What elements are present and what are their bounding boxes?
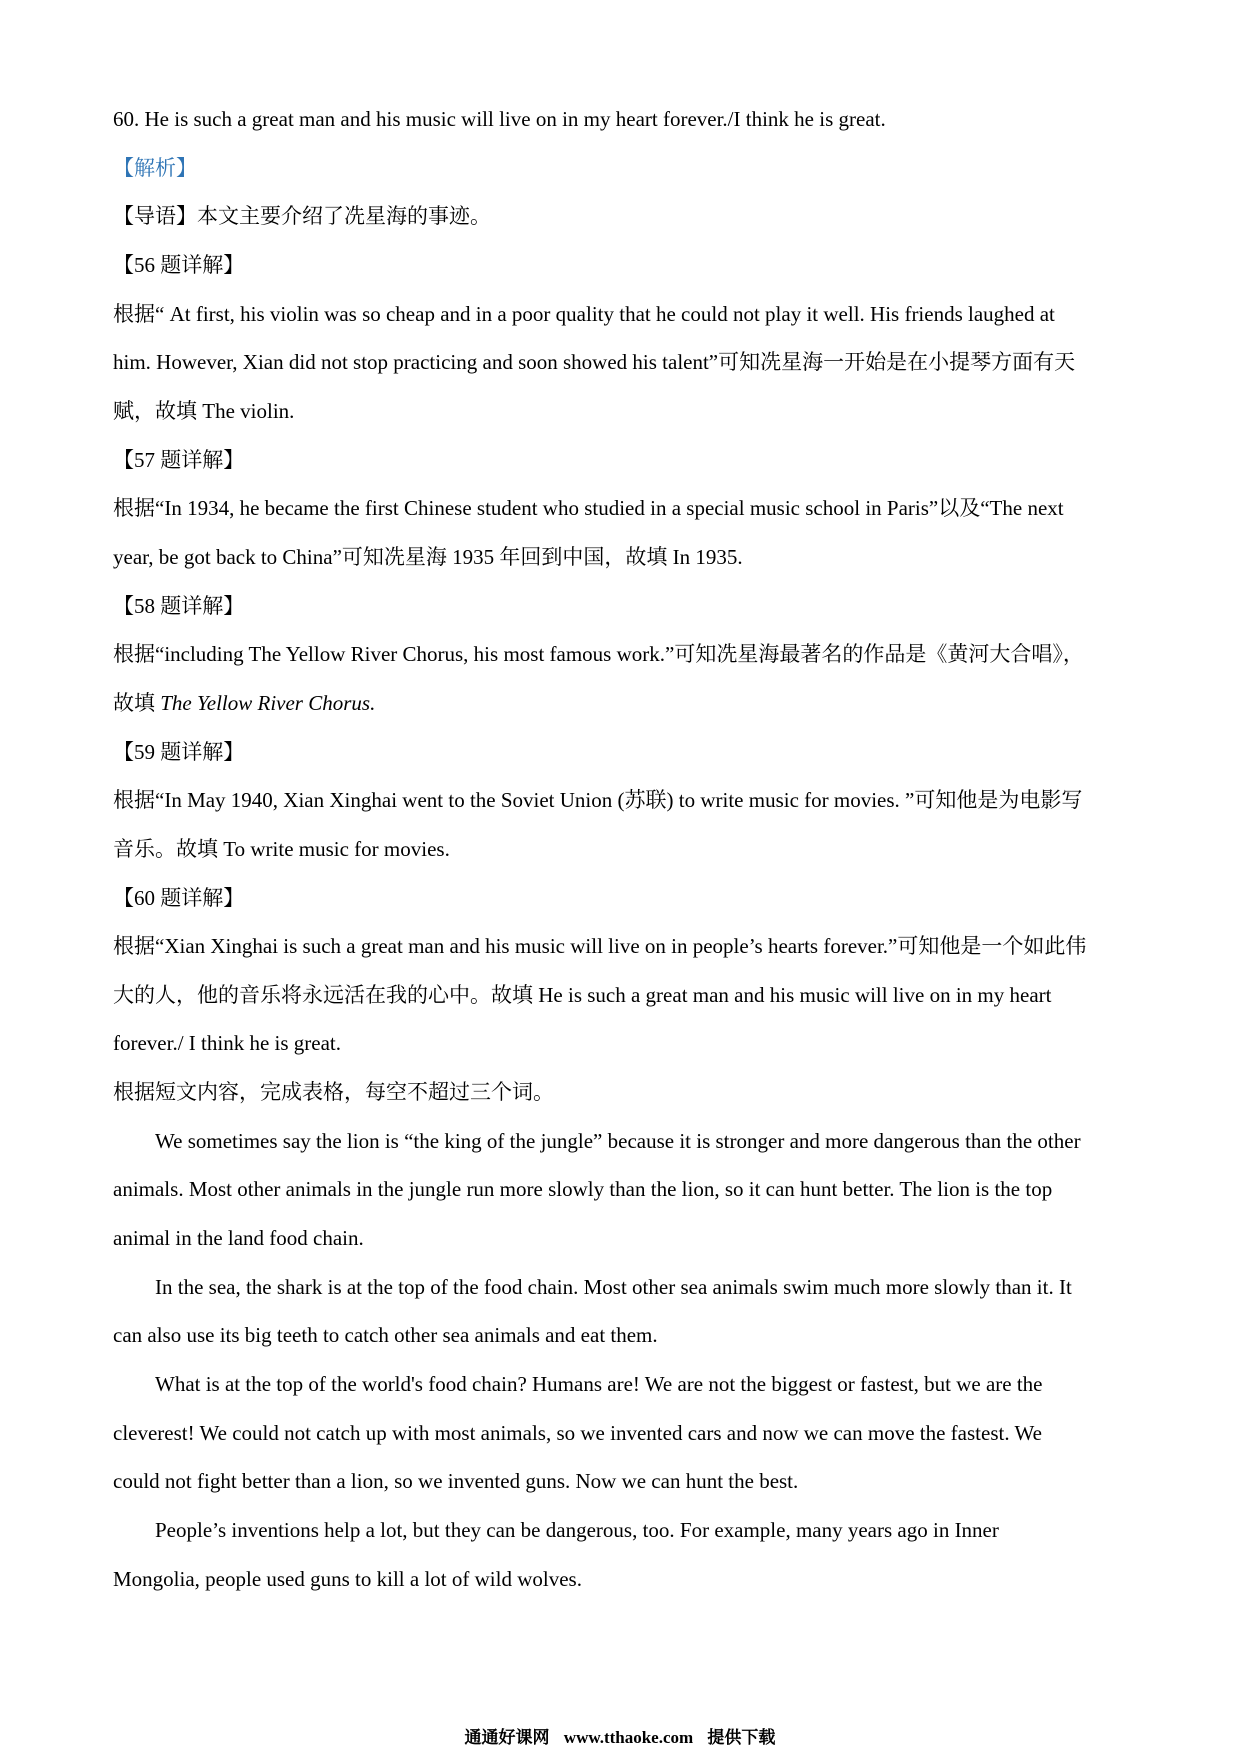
detail-heading-56: 【56 题详解】	[113, 252, 245, 277]
detail-line: forever./ I think he is great.	[113, 1031, 342, 1056]
detail-line: 根据“including The Yellow River Chorus, his most famous work.”可知冼星海最著名的作品是《黄河大合唱》，	[113, 642, 1084, 667]
detail-line: year, be got back to China”可知冼星海 1935 年回到中国，故填 In 1935.	[113, 544, 743, 569]
detail-answer-line	[113, 679, 1153, 728]
detail-line: 根据“ At first, his violin was so cheap and in a poor quality that he could not play it well. His friends laughed at	[113, 301, 1055, 326]
passage-line: Mongolia, people used guns to kill a lot of wild wolves.	[113, 1566, 582, 1591]
passage-line: We sometimes say the lion is “the king of the jungle” because it is stronger and more dangerous than the other	[155, 1128, 1081, 1153]
passage-line: In the sea, the shark is at the top of the food chain. Most other sea animals swim much more slowly than it. It	[155, 1274, 1072, 1299]
passage-line: What is at the top of the world's food chain? Humans are! We are not the biggest or fastest, but we are the	[155, 1372, 1043, 1397]
passage-line: animals. Most other animals in the jungle run more slowly than the lion, so it can hunt better. The lion is the top	[113, 1177, 1053, 1202]
detail-heading-58: 【58 题详解】	[113, 593, 245, 618]
detail-line: 赋，故填 The violin.	[113, 398, 295, 423]
passage-line: animal in the land food chain.	[113, 1226, 364, 1251]
analysis-label: 【解析】	[113, 155, 197, 180]
passage-line: cleverest! We could not catch up with most animals, so we invented cars and now we can move the fastest. We	[113, 1420, 1042, 1445]
answer-60-line: 60. He is such a great man and his music will live on in my heart forever./I think he is great.	[113, 107, 886, 131]
detail-line: 音乐。故填 To write music for movies.	[113, 836, 450, 861]
passage-line: could not fight better than a lion, so we invented guns. Now we can hunt the best.	[113, 1469, 799, 1494]
detail-line: 根据“In 1934, he became the first Chinese student who studied in a special music school in Paris”以及“The next	[113, 496, 1064, 521]
detail-heading-57: 【57 题详解】	[113, 447, 245, 472]
detail-heading-60: 【60 题详解】	[113, 885, 245, 910]
detail-line: 根据“In May 1940, Xian Xinghai went to the Soviet Union (苏联) to write music for movies. ”可知他是为电影写	[113, 788, 1083, 813]
detail-heading-59: 【59 题详解】	[113, 739, 245, 764]
task-instruction: 根据短文内容，完成表格，每空不超过三个词。	[113, 1080, 554, 1105]
passage-line: can also use its big teeth to catch other sea animals and eat them.	[113, 1323, 658, 1348]
answer-prefix: 故填	[113, 690, 161, 715]
detail-line: 大的人，他的音乐将永远活在我的心中。故填 He is such a great man and his music will live on in my heart	[113, 982, 1052, 1007]
detail-line: 根据“Xian Xinghai is such a great man and his music will live on in people’s hearts forever.”可知他是一个如此伟	[113, 934, 1087, 959]
page-footer: 通通好课网 www.tthaoke.com 提供下载	[464, 1728, 776, 1747]
passage-line: People’s inventions help a lot, but they can be dangerous, too. For example, many years ago in Inner	[155, 1518, 999, 1543]
page-content	[113, 95, 1153, 1603]
detail-line: him. However, Xian did not stop practicing and soon showed his talent”可知冼星海一开始是在小提琴方面有天	[113, 350, 1076, 375]
intro-line: 【导语】本文主要介绍了冼星海的事迹。	[113, 204, 491, 229]
answer-italic-title: The Yellow River Chorus.	[160, 690, 376, 715]
